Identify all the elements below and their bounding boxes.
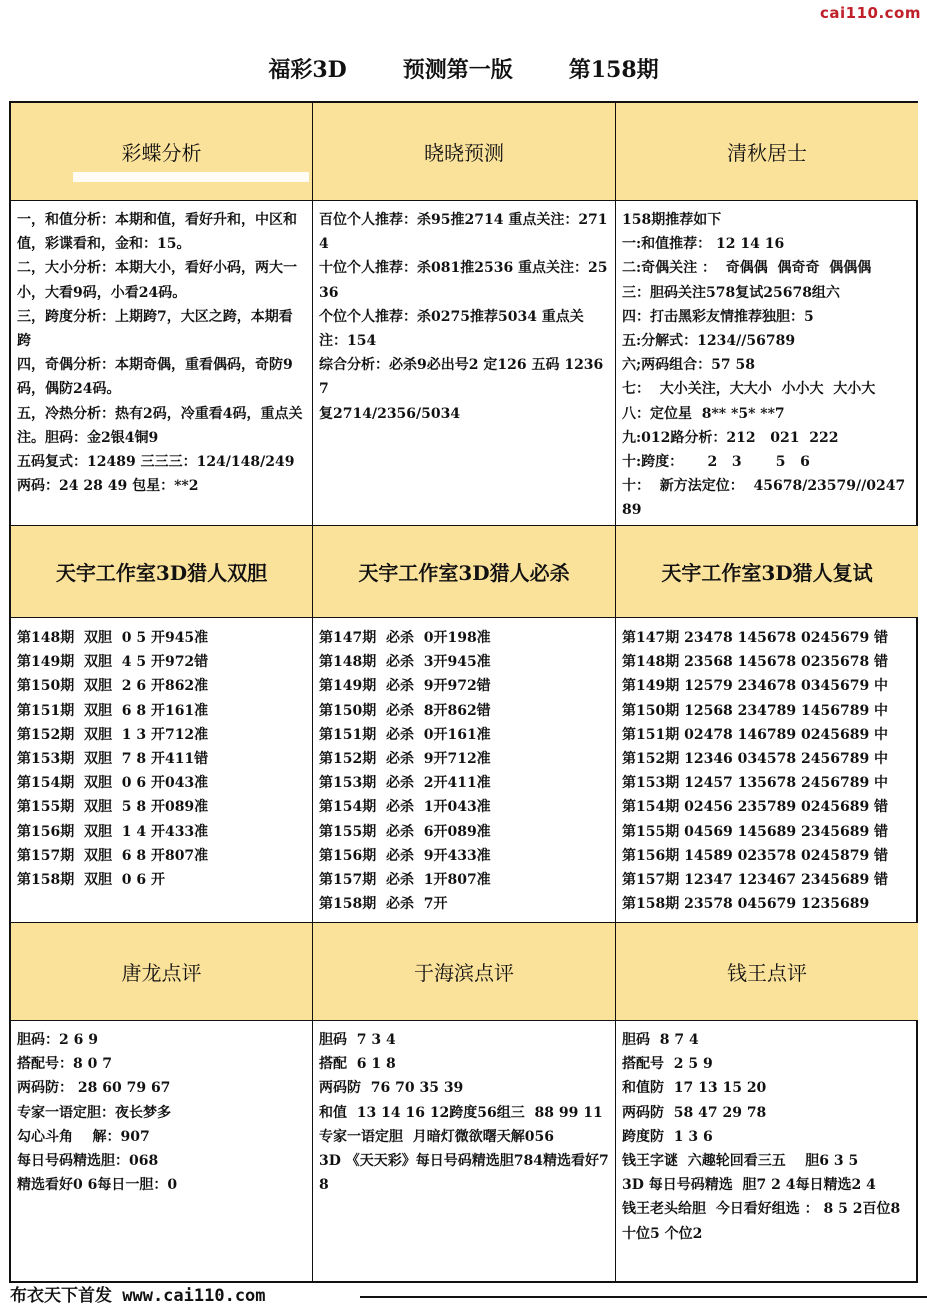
line-item: 三：胆码关注578复试25678组六 xyxy=(622,284,840,301)
list-item: 第149期 必杀 9开972错 xyxy=(319,678,491,695)
title-issue: 第158期 xyxy=(568,56,659,83)
list-item: 第152期 必杀 9开712准 xyxy=(319,751,491,768)
body-caidie xyxy=(11,201,313,526)
list-item: 第155期 必杀 6开089准 xyxy=(319,823,491,840)
list-item: 第148期 23568 145678 0235678 错 xyxy=(622,654,889,671)
list-item: 第156期 14589 023578 0245879 错 xyxy=(622,847,889,864)
line-item: 十:跨度： 2 3 5 6 xyxy=(622,454,810,471)
line-item: 专家一语定胆：夜长梦多 xyxy=(17,1104,171,1121)
page-title xyxy=(0,48,927,88)
line-item: 3D 《天天彩》每日号码精选胆784精选看好78 xyxy=(319,1153,609,1194)
line-item: 158期推荐如下 xyxy=(622,212,722,228)
line-item: 五:分解式：1234//56789 xyxy=(622,333,796,350)
footer-watermark: 布衣天下首发 www.cai110.com xyxy=(10,1286,266,1306)
line-item: 两码防 58 47 29 78 xyxy=(622,1104,767,1121)
list-item: 第150期 双胆 2 6 开862准 xyxy=(17,678,209,695)
list-item: 第154期 02456 235789 0245689 错 xyxy=(622,799,889,816)
list-item: 第153期 12457 135678 2456789 中 xyxy=(622,775,889,792)
heading-qianwang xyxy=(616,923,918,1021)
list-item: 第155期 04569 145689 2345689 错 xyxy=(622,823,889,840)
list-item: 第148期 双胆 0 5 开945准 xyxy=(17,630,209,646)
list-item: 第158期 必杀 7开 xyxy=(319,896,448,913)
heading-shuangdan xyxy=(11,526,313,618)
line-item: 一，和值分析：本期和值，看好升和，中区和值，彩谍看和，金和：15。 xyxy=(17,212,297,253)
list-item: 第148期 必杀 3开945准 xyxy=(319,654,491,671)
heading-xiaoxiao-text: 晓晓预测 xyxy=(424,141,504,165)
line-item: 两码防 76 70 35 39 xyxy=(319,1080,464,1097)
footer-divider xyxy=(360,1296,927,1298)
list-item: 第151期 双胆 6 8 开161准 xyxy=(17,702,209,719)
list-item: 第158期 23578 045679 1235689 xyxy=(622,896,870,913)
line-item: 搭配号：8 0 7 xyxy=(17,1056,112,1073)
line-item: 十： 新方法定位： 45678/23579//024789 xyxy=(622,478,906,519)
line-item: 八：定位星 8** *5* **7 xyxy=(622,405,785,422)
list-item: 第156期 双胆 1 4 开433准 xyxy=(17,823,209,840)
heading-xiaoxiao xyxy=(313,103,616,201)
line-item: 复2714/2356/5034 xyxy=(319,405,461,422)
heading-caidie xyxy=(11,103,313,201)
list-item: 第158期 双胆 0 6 开 xyxy=(17,872,165,889)
line-item: 胆码：2 6 9 xyxy=(17,1032,98,1048)
line-item: 二:奇偶关注 ： 奇偶偶 偶奇奇 偶偶偶 xyxy=(622,260,872,277)
body-shuangdan xyxy=(11,618,313,923)
heading-tanglong xyxy=(11,923,313,1021)
heading-yuhaibin xyxy=(313,923,616,1021)
line-item: 四：打击黑彩友情推荐独胆：5 xyxy=(622,308,814,325)
heading-qianwang-text: 钱王点评 xyxy=(727,961,807,985)
list-item: 第149期 双胆 4 5 开972错 xyxy=(17,654,209,671)
line-item: 综合分析：必杀9必出号2 定126 五码 12367 xyxy=(319,357,604,398)
body-qingqiu xyxy=(616,201,918,526)
line-item: 四，奇偶分析：本期奇偶，重看偶码，奇防9码，偶防24码。 xyxy=(17,357,293,398)
heading-fushi xyxy=(616,526,918,618)
line-item: 三，跨度分析：上期跨7，大区之跨，本期看跨 xyxy=(17,308,293,350)
brand-logo: cai110.com xyxy=(820,4,921,22)
line-item: 五码复式：12489 三三三：124/148/249 两码：24 28 49 包星：**2 xyxy=(17,454,300,495)
line-item: 精选看好0 6每日一胆：0 xyxy=(17,1177,178,1194)
line-item: 一:和值推荐： 12 14 16 xyxy=(622,236,785,253)
heading-caidie-text: 彩蝶分析 xyxy=(121,141,202,165)
heading-yuhaibin-text: 于海滨点评 xyxy=(414,961,514,985)
line-item: 勾心斗角 解：907 xyxy=(17,1128,150,1145)
body-xiaoxiao xyxy=(313,201,616,526)
list-item: 第151期 必杀 0开161准 xyxy=(319,726,491,743)
line-item: 十位个人推荐：杀081推2536 重点关注：2536 xyxy=(319,260,608,301)
list-item: 第154期 双胆 0 6 开043准 xyxy=(17,775,209,792)
line-item: 六;两码组合：57 58 xyxy=(622,357,756,374)
list-item: 第156期 必杀 9开433准 xyxy=(319,847,491,864)
line-item: 九:012路分析：212 021 222 xyxy=(622,429,839,446)
line-item: 七： 大小关注，大大小 小小大 大小大 xyxy=(622,381,876,398)
line-item: 搭配 6 1 8 xyxy=(319,1056,396,1073)
list-item: 第152期 双胆 1 3 开712准 xyxy=(17,726,209,743)
title-edition: 预测第一版 xyxy=(402,56,513,83)
title-lottery: 福彩3D xyxy=(268,56,347,83)
line-item: 每日号码精选胆：068 xyxy=(17,1153,159,1170)
list-item: 第150期 必杀 8开862错 xyxy=(319,702,491,719)
line-item: 专家一语定胆 月暗灯微欲曙天解056 xyxy=(319,1128,554,1145)
list-item: 第149期 12579 234678 0345679 中 xyxy=(622,678,889,695)
list-item: 第154期 必杀 1开043准 xyxy=(319,799,491,816)
line-item: 个位个人推荐：杀0275推荐5034 重点关注：154 xyxy=(319,308,584,350)
line-item: 二，大小分析：本期大小，看好小码，两大一小，大看9码，小看24码。 xyxy=(17,260,297,301)
body-fushi xyxy=(616,618,918,923)
list-item: 第150期 12568 234789 1456789 中 xyxy=(622,702,889,719)
list-item: 第153期 必杀 2开411准 xyxy=(319,775,491,792)
heading-fushi-text: 天宇工作室3D猎人复试 xyxy=(661,561,873,585)
list-item: 第152期 12346 034578 2456789 中 xyxy=(622,751,889,768)
line-item: 百位个人推荐：杀95推2714 重点关注：2714 xyxy=(319,212,608,253)
body-qianwang xyxy=(616,1021,918,1283)
heading-tanglong-text: 唐龙点评 xyxy=(121,961,202,985)
list-item: 第153期 双胆 7 8 开411错 xyxy=(17,751,209,768)
heading-qingqiu xyxy=(616,103,918,201)
heading-bisha xyxy=(313,526,616,618)
line-item: 钱王老头给胆 今日看好组选 ： 8 5 2百位8 十位5 个位2 xyxy=(622,1201,906,1242)
line-item: 3D 每日号码精选 胆7 2 4每日精选2 4 xyxy=(622,1177,876,1194)
heading-bisha-text: 天宇工作室3D猎人必杀 xyxy=(358,561,570,585)
heading-shuangdan-text: 天宇工作室3D猎人双胆 xyxy=(55,561,268,585)
line-item: 和值防 17 13 15 20 xyxy=(622,1080,767,1097)
redaction-smear xyxy=(73,172,309,182)
line-item: 跨度防 1 3 6 xyxy=(622,1128,713,1145)
heading-qingqiu-text: 清秋居士 xyxy=(727,141,807,165)
list-item: 第147期 必杀 0开198准 xyxy=(319,630,491,646)
body-bisha xyxy=(313,618,616,923)
body-tanglong xyxy=(11,1021,313,1283)
line-item: 胆码 7 3 4 xyxy=(319,1032,396,1048)
list-item: 第157期 必杀 1开807准 xyxy=(319,872,491,889)
line-item: 搭配号 2 5 9 xyxy=(622,1056,713,1073)
prediction-table xyxy=(9,101,918,1283)
body-yuhaibin xyxy=(313,1021,616,1283)
list-item: 第155期 双胆 5 8 开089准 xyxy=(17,799,209,816)
line-item: 胆码 8 7 4 xyxy=(622,1032,699,1048)
line-item: 两码防： 28 60 79 67 xyxy=(17,1080,171,1097)
list-item: 第151期 02478 146789 0245689 中 xyxy=(622,726,889,743)
line-item: 和值 13 14 16 12跨度56组三 88 99 11 xyxy=(319,1104,603,1121)
line-item: 五，冷热分析：热有2码，冷重看4码，重点关注。胆码：金2银4铜9 xyxy=(17,405,303,446)
line-item: 钱王字谜 六趣轮回看三五 胆6 3 5 xyxy=(622,1153,859,1170)
list-item: 第147期 23478 145678 0245679 错 xyxy=(622,630,889,646)
list-item: 第157期 12347 123467 2345689 错 xyxy=(622,872,889,889)
list-item: 第157期 双胆 6 8 开807准 xyxy=(17,847,209,864)
